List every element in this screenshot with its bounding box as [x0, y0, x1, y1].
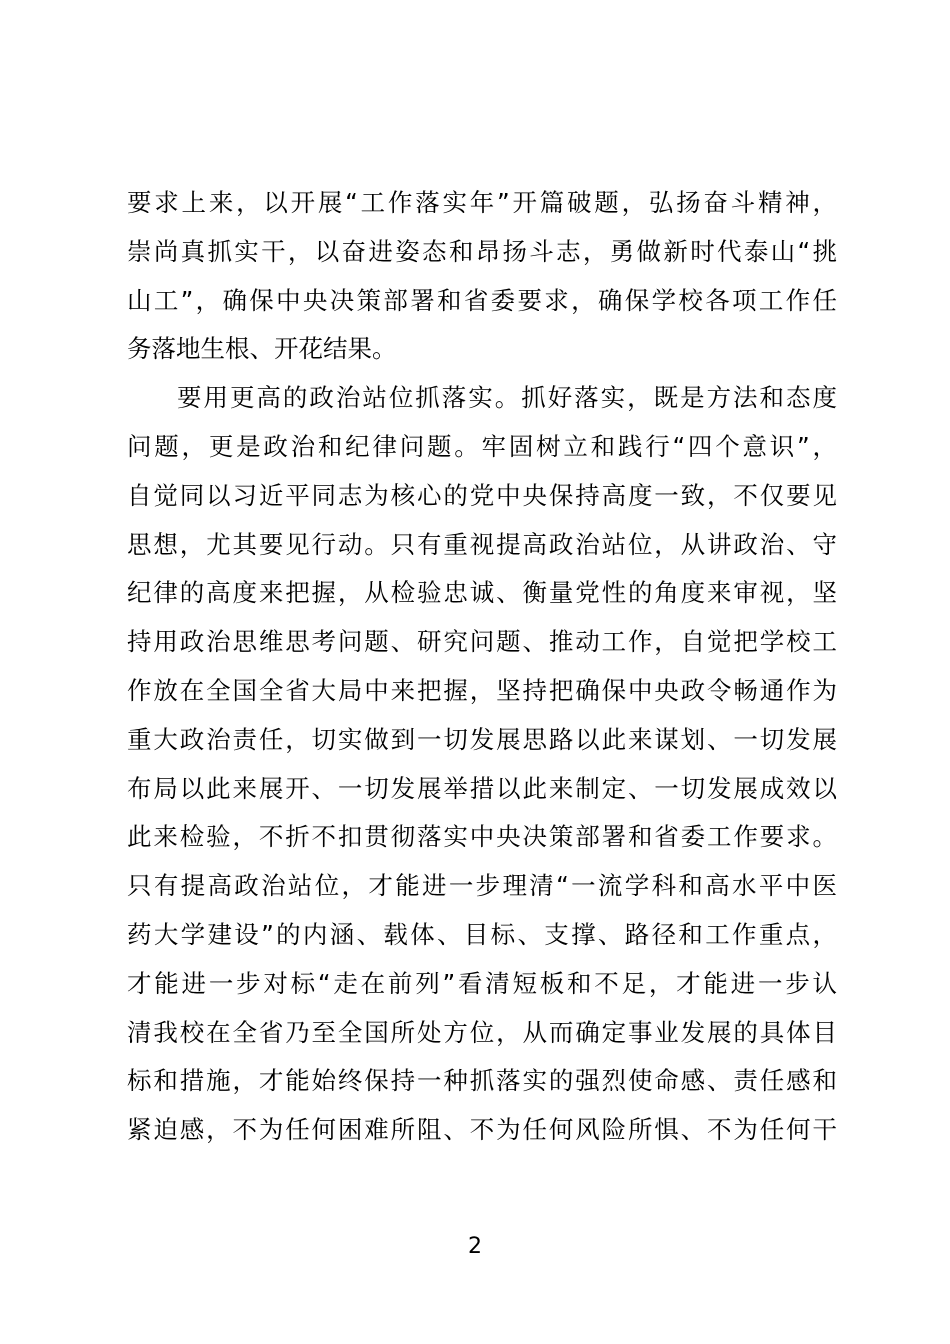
text-line: 持用政治思维思考问题、研究问题、推动工作，自觉把学校工 [127, 627, 837, 657]
text-line: 崇尚真抓实干，以奋进姿态和昂扬斗志，勇做新时代泰山“挑 [127, 236, 837, 266]
text-line: 务落地生根、开花结果。 [127, 334, 397, 364]
text-line: 标和措施，才能始终保持一种抓落实的强烈使命感、责任感和 [127, 1066, 837, 1096]
text-line: 要求上来，以开展“工作落实年”开篇破题，弘扬奋斗精神， [127, 188, 837, 217]
text-line: 药大学建设”的内涵、载体、目标、支撑、路径和工作重点， [127, 919, 837, 949]
text-line: 山工”，确保中央决策部署和省委要求，确保学校各项工作任 [127, 285, 837, 315]
text-line: 思想，尤其要见行动。只有重视提高政治站位，从讲政治、守 [127, 529, 837, 559]
paragraph-first-line: 要用更高的政治站位抓落实。抓好落实，既是方法和态度 [177, 383, 837, 413]
text-line: 此来检验，不折不扣贯彻落实中央决策部署和省委工作要求。 [127, 822, 837, 852]
page-number: 2 [468, 1234, 482, 1259]
text-line: 才能进一步对标“走在前列”看清短板和不足，才能进一步认 [127, 968, 837, 998]
body-text [127, 179, 837, 1155]
text-line: 只有提高政治站位，才能进一步理清“一流学科和高水平中医 [127, 871, 837, 901]
text-line: 纪律的高度来把握，从检验忠诚、衡量党性的角度来审视，坚 [127, 578, 837, 608]
text-line: 重大政治责任，切实做到一切发展思路以此来谋划、一切发展 [127, 724, 837, 754]
text-line: 紧迫感，不为任何困难所阻、不为任何风险所惧、不为任何干 [127, 1115, 837, 1145]
text-line: 自觉同以习近平同志为核心的党中央保持高度一致，不仅要见 [127, 480, 837, 510]
text-line: 布局以此来展开、一切发展举措以此来制定、一切发展成效以 [127, 773, 837, 803]
text-line: 作放在全国全省大局中来把握，坚持把确保中央政令畅通作为 [127, 675, 837, 705]
text-line: 问题，更是政治和纪律问题。牢固树立和践行“四个意识”， [127, 431, 837, 461]
text-line: 清我校在全省乃至全国所处方位，从而确定事业发展的具体目 [127, 1017, 837, 1047]
